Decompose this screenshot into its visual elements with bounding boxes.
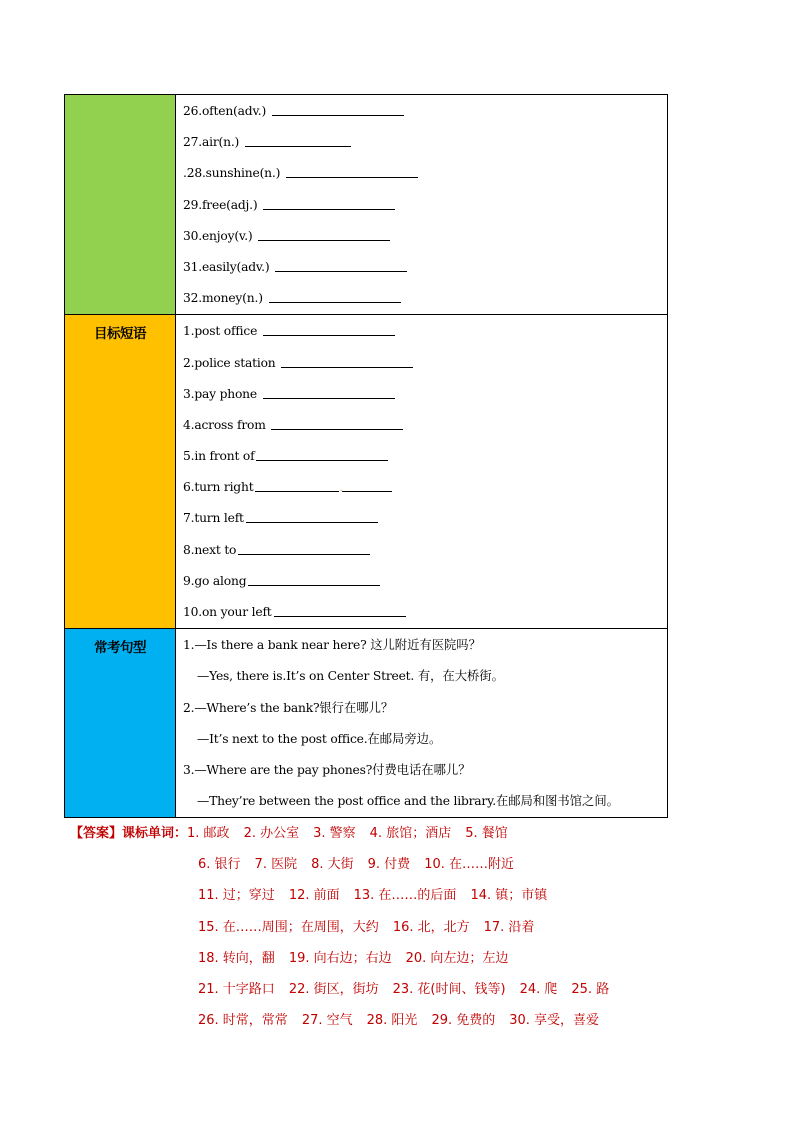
phrases-content <box>176 315 668 629</box>
sentences-label: 常考句型 <box>94 640 146 657</box>
phrase-item-text: 2.police station <box>183 355 280 370</box>
answer-item: 14. 镇；市镇 <box>470 888 548 904</box>
answer-blank[interactable] <box>263 384 395 399</box>
vocab-item-text: 26.often(adv.) <box>183 104 270 118</box>
sentence-chinese: 这儿附近有医院吗？ <box>370 638 481 653</box>
answer-blank[interactable] <box>272 101 404 116</box>
answer-blank[interactable] <box>248 571 380 586</box>
answer-item: 19. 向右边；右边 <box>288 950 392 966</box>
vocab-item-text: 29.free(adj.) <box>183 197 262 212</box>
answer-item: 6. 银行 <box>198 857 241 873</box>
phrase-item-text: 5.in front of <box>183 449 255 464</box>
answer-item: 10. 在……附近 <box>424 857 514 873</box>
answer-item: 16. 北，北方 <box>392 919 470 935</box>
phrase-item <box>183 410 667 441</box>
answer-item: 26. 时常，常常 <box>198 1013 288 1029</box>
answer-row <box>70 1005 710 1036</box>
answer-blank[interactable] <box>269 288 401 303</box>
answer-item: 11. 过；穿过 <box>198 888 275 904</box>
sentence-line <box>183 693 667 724</box>
vocab-item <box>183 252 667 283</box>
phrase-item-text: 4.across from <box>183 417 270 432</box>
sentences-label-cell <box>65 629 176 818</box>
phrase-item-text: 7.turn left <box>183 511 244 526</box>
vocab-label-cell <box>65 95 176 315</box>
vocab-content <box>176 95 668 315</box>
vocab-item <box>183 283 667 314</box>
sentence-english: 1.—Is there a bank near here? <box>183 638 371 653</box>
vocab-row <box>65 95 668 315</box>
answer-blank[interactable] <box>286 163 418 178</box>
sentence-line <box>183 661 667 692</box>
answer-row <box>70 880 710 911</box>
phrase-item-text: 10.on your left <box>183 605 272 619</box>
phrase-item <box>183 379 667 410</box>
vocab-item <box>183 127 667 158</box>
answer-section <box>70 818 710 1036</box>
answer-blank[interactable] <box>263 195 395 210</box>
sentence-english: —It’s next to the post office. <box>197 731 368 746</box>
phrase-item <box>183 441 667 472</box>
answer-item: 30. 享受，喜爱 <box>509 1013 600 1029</box>
sentence-line <box>183 724 667 755</box>
answer-item: 22. 街区，街坊 <box>288 981 379 997</box>
answer-blank[interactable] <box>245 132 351 147</box>
sentence-chinese: 银行在哪儿？ <box>319 700 394 715</box>
phrase-item <box>183 535 667 566</box>
answer-item: 13. 在……的后面 <box>353 888 457 904</box>
sentence-line <box>183 755 667 786</box>
vocab-item <box>183 96 667 127</box>
vocab-item-text: 30.enjoy(v.) <box>183 228 257 243</box>
worksheet-table <box>64 94 668 818</box>
phrase-item <box>183 597 667 628</box>
vocab-item-text: .28.sunshine(n.) <box>183 166 284 181</box>
sentence-english: —Yes, there is.It’s on Center Street. <box>197 669 418 684</box>
phrase-item-text: 6.turn right <box>183 480 254 495</box>
answer-row <box>70 849 710 880</box>
phrase-item-text: 3.pay phone <box>183 386 261 401</box>
sentence-chinese: 在邮局和图书馆之间。 <box>495 794 619 809</box>
answer-blank[interactable] <box>256 446 388 461</box>
phrase-item <box>183 503 667 534</box>
sentence-english: 3.—Where are the pay phones? <box>183 762 373 777</box>
answer-blank[interactable] <box>263 321 395 336</box>
phrase-item <box>183 316 667 347</box>
answer-item: 7. 医院 <box>254 857 298 873</box>
phrases-label: 目标短语 <box>94 326 146 343</box>
phrase-item-text: 1.post office <box>183 324 261 339</box>
answer-blank[interactable] <box>271 415 403 430</box>
answer-row <box>70 974 710 1005</box>
answer-item: 18. 转向，翻 <box>198 950 275 966</box>
answer-item: 21. 十字路口 <box>198 981 275 997</box>
answer-blank[interactable] <box>255 477 339 492</box>
phrases-row <box>65 315 668 629</box>
answer-item: 25. 路 <box>571 981 610 997</box>
answer-row <box>70 943 710 974</box>
answer-blank[interactable] <box>246 508 378 523</box>
answer-item: 2. 办公室 <box>243 826 300 841</box>
answer-blank[interactable] <box>342 477 392 492</box>
answer-heading: 【答案】课标单词： <box>70 826 188 841</box>
phrase-item-text: 9.go along <box>183 573 247 588</box>
vocab-item <box>183 190 667 221</box>
answer-blank[interactable] <box>238 540 370 555</box>
answer-row <box>70 818 710 849</box>
sentence-english: —They’re between the post office and the library. <box>197 794 496 809</box>
answer-item: 8. 大街 <box>311 857 354 873</box>
phrases-label-cell <box>65 315 176 629</box>
answer-item: 17. 沿着 <box>483 919 535 935</box>
answer-blank[interactable] <box>274 602 406 617</box>
answer-item: 1. 邮政 <box>187 826 230 841</box>
phrase-item <box>183 348 667 379</box>
sentence-line <box>183 630 667 661</box>
answer-item: 27. 空气 <box>301 1013 353 1029</box>
sentences-row <box>65 629 668 818</box>
phrase-item <box>183 566 667 597</box>
answer-item: 23. 花(时间、钱等) <box>392 981 506 997</box>
stray-dot: . <box>339 483 343 495</box>
sentence-english: 2.—Where’s the bank? <box>183 700 320 715</box>
answer-item: 12. 前面 <box>288 888 340 904</box>
answer-row <box>70 912 710 943</box>
vocab-item-text: 32.money(n.) <box>183 291 267 306</box>
answer-item: 3. 警察 <box>313 826 356 841</box>
answer-item: 9. 付费 <box>367 857 411 873</box>
sentences-content <box>176 629 668 818</box>
answer-blank[interactable] <box>281 353 413 368</box>
answer-item: 28. 阳光 <box>366 1013 418 1029</box>
phrase-item-text: 8.next to <box>183 542 237 557</box>
vocab-item <box>183 158 667 189</box>
answer-item: 15. 在……周围；在周围，大约 <box>198 919 379 935</box>
sentence-chinese: 在邮局旁边。 <box>367 731 442 746</box>
answer-item: 4. 旅馆；酒店 <box>369 826 452 841</box>
sentence-line <box>183 786 667 817</box>
answer-item: 20. 向左边；左边 <box>405 950 509 966</box>
sentence-chinese: 付费电话在哪儿？ <box>372 762 471 777</box>
answer-item: 24. 爬 <box>519 981 558 997</box>
vocab-item-text: 27.air(n.) <box>183 135 243 150</box>
answer-blank[interactable] <box>275 257 407 272</box>
answer-blank[interactable] <box>258 226 390 241</box>
answer-item: 29. 免费的 <box>431 1013 496 1029</box>
vocab-item <box>183 221 667 252</box>
phrase-item <box>183 472 667 503</box>
sentence-chinese: 有，在大桥街。 <box>417 669 504 684</box>
vocab-item-text: 31.easily(adv.) <box>183 259 274 274</box>
answer-item: 5. 餐馆 <box>465 826 508 841</box>
